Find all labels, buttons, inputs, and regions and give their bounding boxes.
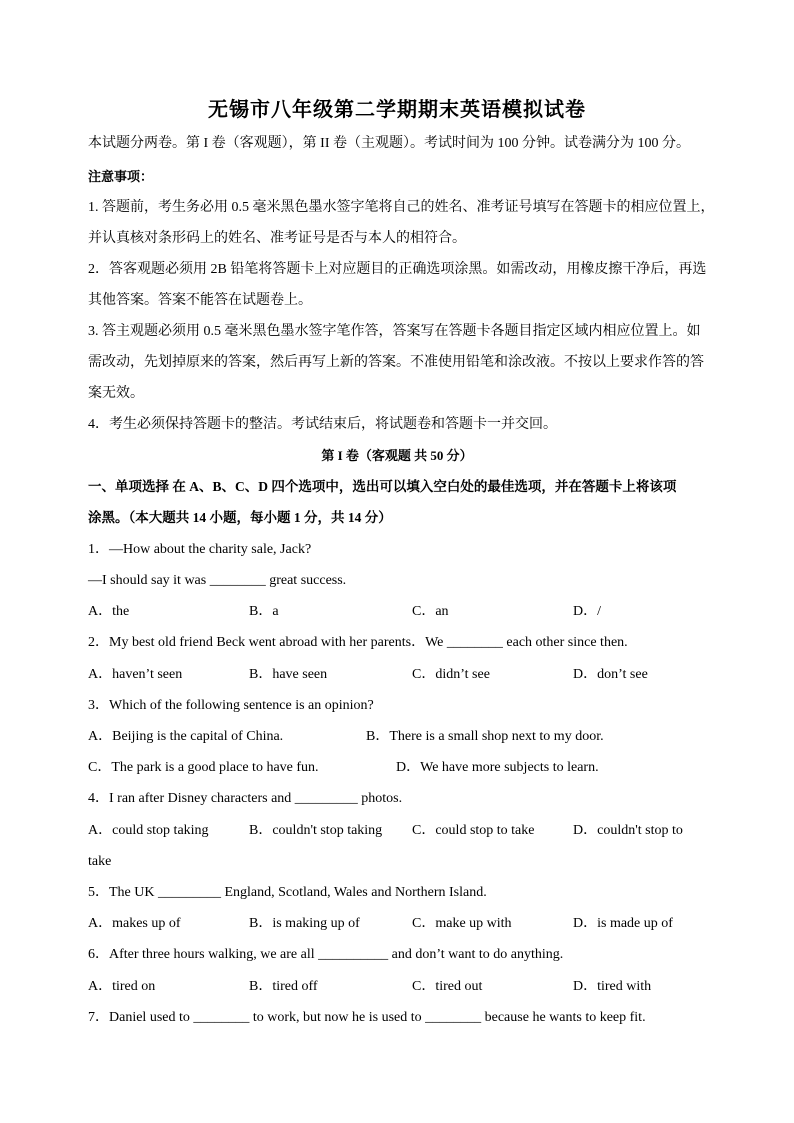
option-c: C．The park is a good place to have fun. (88, 760, 319, 775)
option-c: C．could stop to take (412, 823, 535, 838)
notice-line: 1. 答题前，考生务必用 0.5 毫米黑色墨水签字笔将自己的姓名、准考证号填写在答题卡的相应位置上， (88, 200, 715, 215)
question-stem: 4．I ran after Disney characters and _________ photos. (88, 791, 403, 806)
option-b: B．couldn't stop taking (249, 823, 383, 838)
option-b: B．a (249, 604, 279, 619)
section-heading-continued: 涂黑。（本大题共 14 小题，每小题 1 分，共 14 分） (88, 510, 392, 525)
question-stem: 2．My best old friend Beck went abroad with her parents．We ________ each other since then. (88, 635, 628, 650)
page-title: 无锡市八年级第二学期期末英语模拟试卷 (208, 99, 586, 121)
option-a: A．the (88, 604, 130, 619)
option-a: A．Beijing is the capital of China. (88, 729, 284, 744)
question-stem-line2: —I should say it was ________ great success. (88, 573, 347, 588)
question-stem: 5．The UK _________ England, Scotland, Wales and Northern Island. (88, 885, 487, 900)
option-b: B．is making up of (249, 916, 360, 931)
question-stem: 7．Daniel used to ________ to work, but now he is used to ________ because he wants to keep fit. (88, 1010, 646, 1025)
option-b: B．tired off (249, 979, 318, 994)
notice-line: 3. 答主观题必须用 0.5 毫米黑色墨水签字笔作答，答案写在答题卡各题目指定区域内相应位置上。如 (88, 324, 701, 339)
question-stem: 3．Which of the following sentence is an opinion? (88, 698, 374, 713)
intro-text: 本试题分两卷。第 I 卷（客观题），第 II 卷（主观题）。考试时间为 100 分钟。试卷满分为 100 分。 (88, 136, 690, 151)
option-b: B．have seen (249, 667, 328, 682)
option-a: A．could stop taking (88, 823, 209, 838)
option-d: D．/ (573, 604, 601, 619)
section-heading: 一、单项选择 在 A、B、C、D 四个选项中，选出可以填入空白处的最佳选项，并在答题卡上将该项 (88, 479, 677, 494)
notice-line: 其他答案。答案不能答在试题卷上。 (88, 293, 312, 308)
option-b: B．There is a small shop next to my door. (366, 729, 604, 744)
question-stem: 6．After three hours walking, we are all __________ and don’t want to do anything. (88, 947, 564, 962)
notice-line: 并认真核对条形码上的姓名、准考证号是否与本人的相符合。 (88, 231, 466, 246)
option-a: A．haven’t seen (88, 667, 183, 682)
option-d: D．is made up of (573, 916, 673, 931)
notice-line: 需改动，先划掉原来的答案，然后再写上新的答案。不准使用铅笔和涂改液。不按以上要求作答的答 (88, 355, 704, 370)
option-a: A．makes up of (88, 916, 181, 931)
option-c: C．an (412, 604, 449, 619)
option-d: D．don’t see (573, 667, 648, 682)
option-c: C．didn’t see (412, 667, 490, 682)
option-c: C．make up with (412, 916, 512, 931)
option-d: D．couldn't stop to (573, 823, 683, 838)
notice-line: 案无效。 (88, 386, 144, 401)
notice-line: 2．答客观题必须用 2B 铅笔将答题卡上对应题目的正确选项涂黑。如需改动，用橡皮擦干净后，再选 (88, 262, 707, 277)
option-c: C．tired out (412, 979, 483, 994)
part-title: 第 I 卷（客观题 共 50 分） (321, 448, 473, 463)
option-d: D．We have more subjects to learn. (396, 760, 599, 775)
option-a: A．tired on (88, 979, 156, 994)
question-stem: 1．—How about the charity sale, Jack? (88, 542, 312, 557)
notice-heading: 注意事项： (88, 169, 154, 184)
notice-line: 4．考生必须保持答题卡的整洁。考试结束后，将试题卷和答题卡一并交回。 (88, 417, 557, 432)
option-d: D．tired with (573, 979, 652, 994)
option-d-wrap: take (88, 854, 112, 869)
